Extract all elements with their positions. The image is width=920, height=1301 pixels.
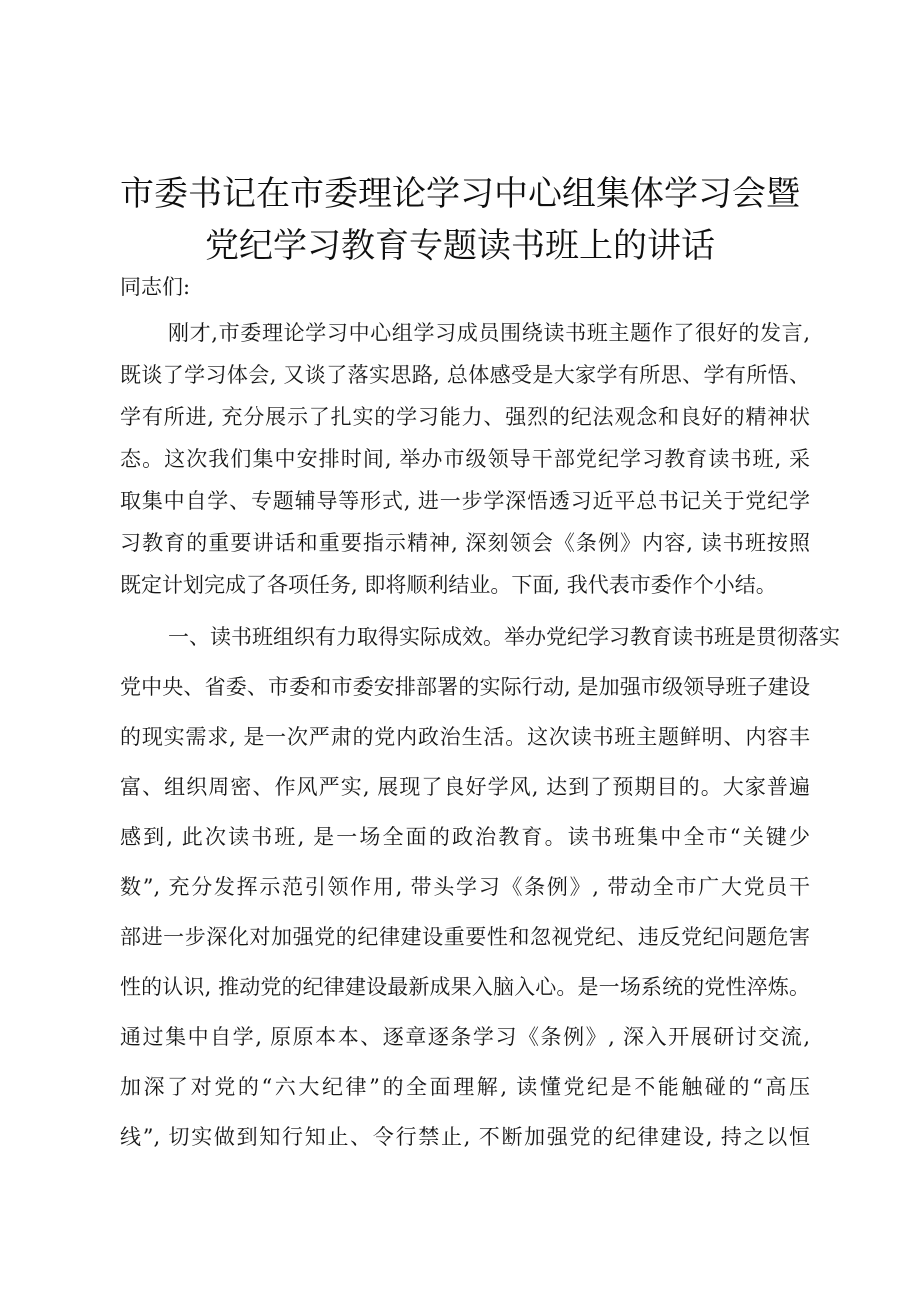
paragraph-1-line-3: 学有所进, 充分展示了扎实的学习能力、强烈的纪法观念和良好的精神状: [120, 405, 810, 429]
section-1-heading: 一、读书班组织有力取得实际成效。: [168, 625, 504, 649]
paragraph-1-line-2: 既谈了学习体会, 又谈了落实思路, 总体感受是大家学有所思、学有所悟、: [120, 363, 810, 387]
section-1-line-4: 富、组织周密、作风严实, 展现了良好学风, 达到了预期目的。大家普遍: [120, 775, 810, 799]
document-title-line-1: 市委书记在市委理论学习中心组集体学习会暨: [120, 174, 800, 214]
section-1-line-2: 党中央、省委、市委和市委安排部署的实际行动, 是加强市级领导班子建设: [120, 675, 810, 699]
section-1-first-line: [168, 622, 840, 652]
section-1-line-5: 感到, 此次读书班, 是一场全面的政治教育。读书班集中全市“关键少: [120, 825, 810, 849]
salutation: 同志们:: [120, 275, 191, 299]
paragraph-1-line-5: 取集中自学、专题辅导等形式, 进一步学深悟透习近平总书记关于党纪学: [120, 489, 810, 513]
paragraph-1-line-7: 既定计划完成了各项任务, 即将顺利结业。下面, 我代表市委作个小结。: [120, 573, 777, 597]
section-1-line-8: 性的认识, 推动党的纪律建设最新成果入脑入心。是一场系统的党性淬炼。: [120, 975, 810, 999]
paragraph-1-line-4: 态。这次我们集中安排时间, 举办市级领导干部党纪学习教育读书班, 采: [120, 447, 810, 471]
section-1-first-line-rest: 举办党纪学习教育读书班是贯彻落实: [504, 625, 840, 649]
section-1-line-9: 通过集中自学, 原原本本、逐章逐条学习《条例》, 深入开展研讨交流,: [120, 1025, 810, 1049]
paragraph-1-line-1: 刚才,市委理论学习中心组学习成员围绕读书班主题作了很好的发言,: [168, 321, 810, 345]
section-1-line-11: 线”, 切实做到知行知止、令行禁止, 不断加强党的纪律建设, 持之以恒: [120, 1125, 810, 1149]
section-1-line-10: 加深了对党的“六大纪律”的全面理解, 读懂党纪是不能触碰的“高压: [120, 1075, 810, 1099]
section-1-line-6: 数”, 充分发挥示范引领作用, 带头学习《条例》, 带动全市广大党员干: [120, 875, 810, 899]
paragraph-1-line-6: 习教育的重要讲话和重要指示精神, 深刻领会《条例》内容, 读书班按照: [120, 531, 810, 555]
section-1-line-7: 部进一步深化对加强党的纪律建设重要性和忽视党纪、违反党纪问题危害: [120, 925, 810, 949]
document-title-line-2: 党纪学习教育专题读书班上的讲话: [205, 226, 715, 266]
section-1-line-3: 的现实需求, 是一次严肃的党内政治生活。这次读书班主题鲜明、内容丰: [120, 725, 810, 749]
